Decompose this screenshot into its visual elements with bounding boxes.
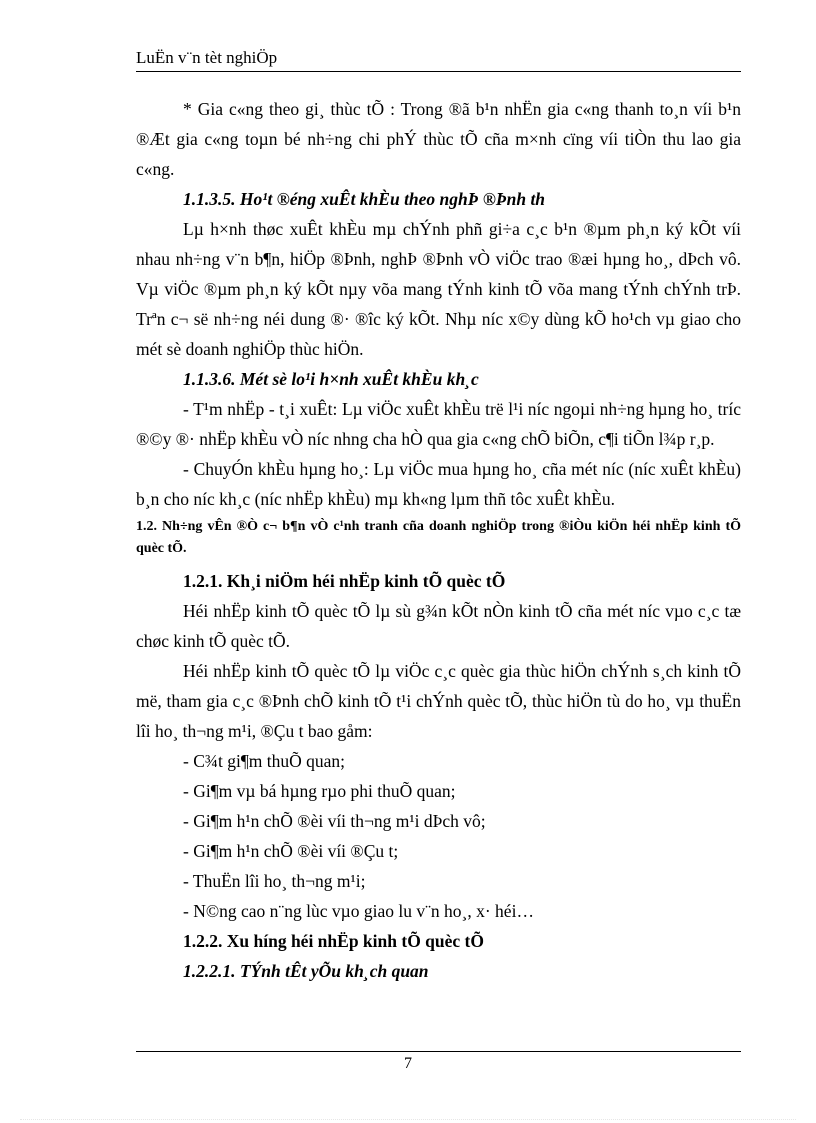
heading-1-1-3-5: 1.1.3.5. Ho¹t ®éng xuÊt khÈu theo nghÞ ®Þnh th (183, 189, 546, 209)
page-body (136, 94, 741, 986)
page-bottom-edge (20, 1119, 796, 1120)
paragraph-tam-nhap-tai-xuat: - T¹m nhËp - t¸i xuÊt: Lµ viÖc xuÊt khÈu trë l¹i níc ngoµi nh÷ng hµng ho¸ tríc ®©y ®· nhËp khÈu vÒ níc nhng cha hÒ qua gia c«ng chÕ biÕn, c¶i tiÕn l¾p r¸p. (136, 399, 741, 449)
paragraph-nghi-dinh-thu: Lµ h×nh thøc xuÊt khÈu mµ chÝnh phñ gi÷a c¸c b¹n ®µm ph¸n ký kÕt víi nhau nh÷ng v¨n b¶n, hiÖp ®Þnh, nghÞ ®Þnh vÒ viÖc trao ®æi hµng ho¸, dÞch vô. Vµ viÖc ®µm ph¸n ký kÕt nµy võa mang tÝnh kinh tÕ võa mang tÝnh chÝnh trÞ. Trªn c¬ së nh÷ng néi dung ®· ®îc ký kÕt. Nhµ níc x©y dùng kÕ ho¹ch vµ giao cho mét sè doanh nghiÖp thùc hiÖn. (136, 219, 741, 359)
list-item: - Gi¶m h¹n chÕ ®èi víi th¬ng m¹i dÞch vô; (183, 811, 486, 831)
list-item: - ThuËn lîi ho¸ th¬ng m¹i; (183, 871, 366, 891)
paragraph-hoi-nhap-detail: Héi nhËp kinh tÕ quèc tÕ lµ viÖc c¸c quèc gia thùc hiÖn chÝnh s¸ch kinh tÕ më, tham gia c¸c ®Þnh chÕ kinh tÕ t¹i chÝnh quèc tÕ, thùc hiÖn tù do ho¸ vµ thuËn lîi ho¸ th¬ng m¹i, ®Çu t bao gåm: (136, 661, 741, 741)
heading-1-2-1: 1.2.1. Kh¸i niÖm héi nhËp kinh tÕ quèc tÕ (183, 571, 506, 591)
heading-1-2-2-1: 1.2.2.1. TÝnh tÊt yÕu kh¸ch quan (183, 961, 429, 981)
running-header: LuËn v¨n tèt nghiÖp (136, 48, 278, 67)
heading-1-1-3-6: 1.1.3.6. Mét sè lo¹i h×nh xuÊt khÈu kh¸c (183, 369, 479, 389)
paragraph-chuyen-khau: - ChuyÓn khÈu hµng ho¸: Lµ viÖc mua hµng ho¸ cña mét níc (níc xuÊt khÈu) b¸n cho níc kh¸c (níc nhËp khÈu) mµ kh«ng lµm thñ tôc xuÊt khÈu. (136, 459, 741, 509)
footer-divider (136, 1051, 741, 1052)
list-item: - C¾t gi¶m thuÕ quan; (183, 751, 346, 771)
heading-1-2: 1.2. Nh÷ng vÊn ®Ò c¬ b¶n vÒ c¹nh tranh cña doanh nghiÖp trong ®iÒu kiÖn héi nhËp kinh tÕ quèc tÕ. (136, 519, 741, 556)
list-item: - N©ng cao n¨ng lùc vµo giao lu v¨n ho¸, x· héi… (183, 901, 534, 921)
paragraph-gia-cong: * Gia c«ng theo gi¸ thùc tÕ : Trong ®ã b¹n nhËn gia c«ng thanh to¸n víi b¹n ®Æt gia c«ng toµn bé nh÷ng chi phÝ thùc tÕ cña m×nh cïng víi tiÒn thu lao gia c«ng. (136, 99, 741, 179)
heading-1-2-2: 1.2.2. Xu híng héi nhËp kinh tÕ quèc tÕ (183, 931, 484, 951)
header-divider (136, 71, 741, 72)
list-item: - Gi¶m vµ bá hµng rµo phi thuÕ quan; (183, 781, 456, 801)
page-number: 7 (404, 1055, 412, 1072)
list-item: - Gi¶m h¹n chÕ ®èi víi ®Çu t; (183, 841, 399, 861)
paragraph-hoi-nhap-definition: Héi nhËp kinh tÕ quèc tÕ lµ sù g¾n kÕt nÒn kinh tÕ cña mét níc vµo c¸c tæ chøc kinh tÕ quèc tÕ. (136, 601, 741, 651)
